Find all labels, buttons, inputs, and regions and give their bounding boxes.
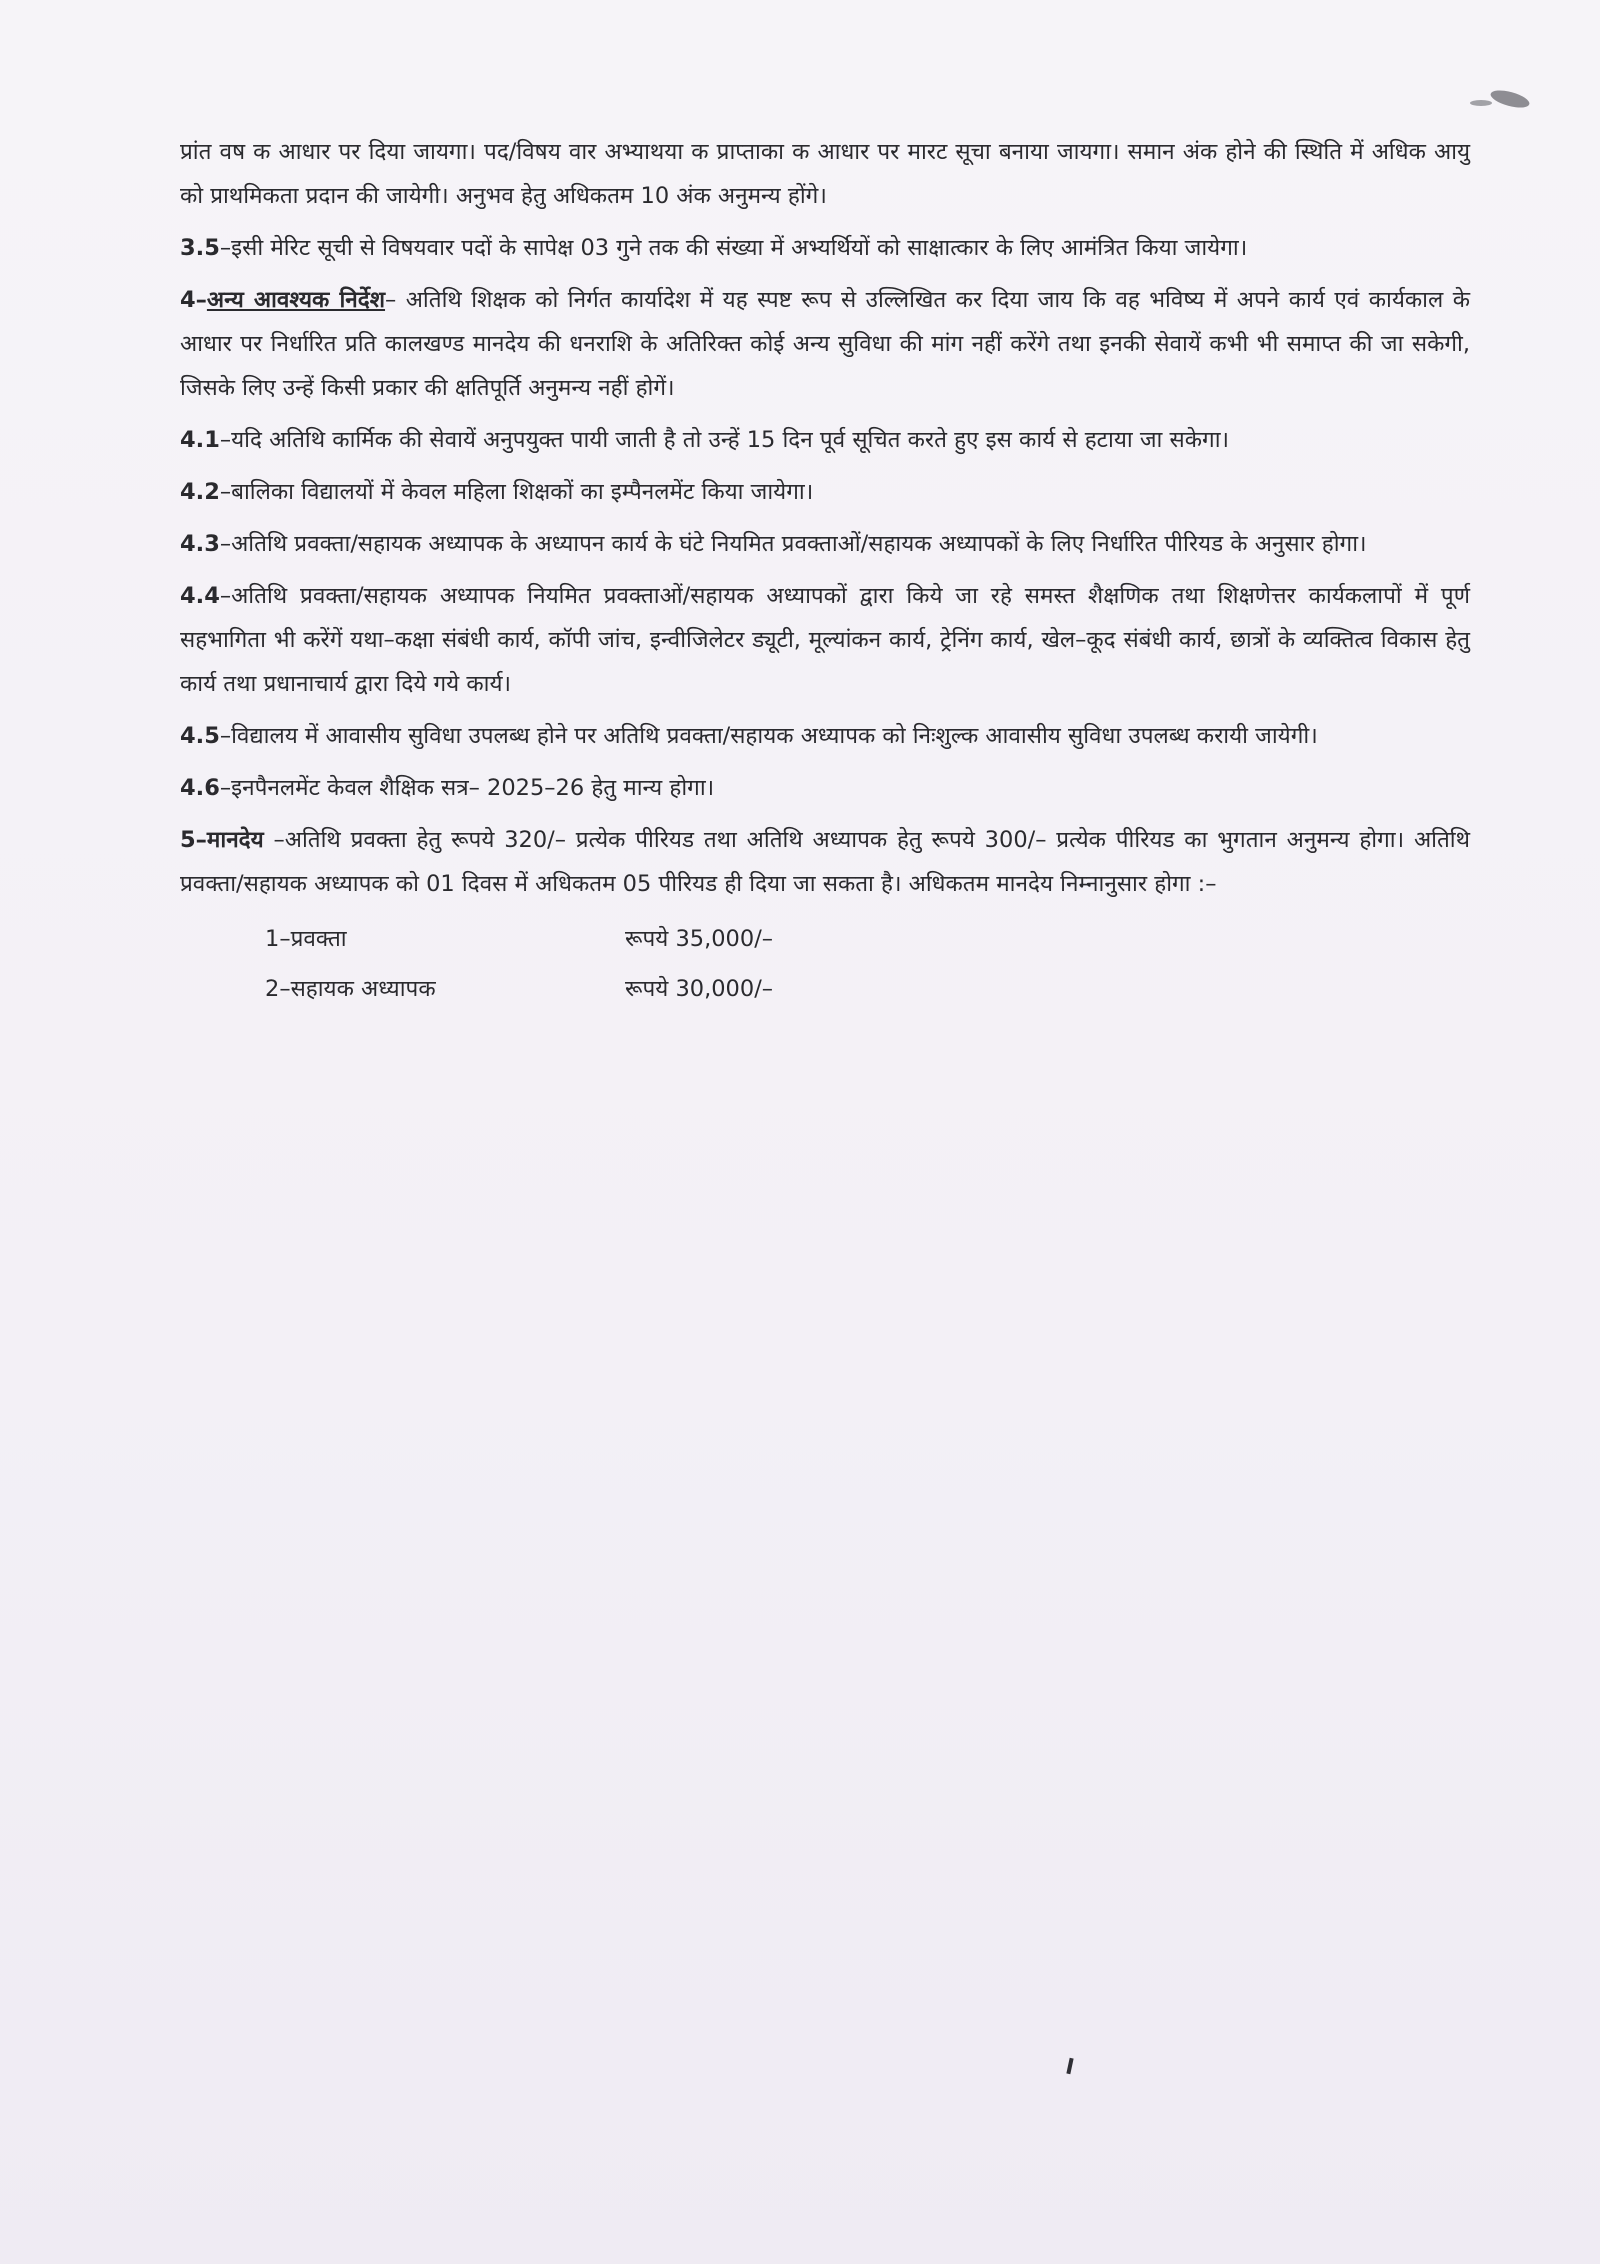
pen-mark [1066, 2058, 1073, 2074]
clause-number: 4.6 [180, 775, 220, 801]
clause-number: 4.5 [180, 723, 220, 749]
clause-text: –विद्यालय में आवासीय सुविधा उपलब्ध होने पर अतिथि प्रवक्ता/सहायक अध्यापक को निःशुल्क आवासीय सुविधा उपलब्ध करायी जायेगी। [219, 723, 1318, 749]
paragraph-text: प्रांत वष क आधार पर दिया जायगा। पद/विषय वार अभ्याथया क प्राप्ताका क आधार पर मारट सूचा बनाया जायगा। समान अंक होने की स्थिति में अधिक आयु को प्राथमिकता प्रदान की जायेगी। अनुभव हेतु अधिकतम 10 अंक अनुमन्य होंगे। [180, 139, 1470, 209]
clause-4-6 [180, 766, 1470, 810]
clause-text: –अतिथि प्रवक्ता/सहायक अध्यापक नियमित प्रवक्ताओं/सहायक अध्यापकों द्वारा किये जा रहे समस्त शैक्षणिक तथा शिक्षणेत्तर कार्यकलापों में पूर्ण सहभागिता भी करेंगें यथा–कक्षा संबंधी कार्य, कॉपी जांच, इन्वीजिलेटर ड्यूटी, मूल्यांकन कार्य, ट्रेनिंग कार्य, खेल–कूद संबंधी कार्य, छात्रों के व्यक्तित्व विकास हेतु कार्य तथा प्रधानाचार्य द्वारा दिये गये कार्य। [180, 583, 1470, 697]
honorarium-row [180, 914, 1470, 964]
honorarium-amount: रूपये 35,000/– [625, 926, 774, 952]
honorarium-amount: रूपये 30,000/– [625, 976, 774, 1002]
clause-3-5 [180, 226, 1470, 270]
clause-number: 4.3 [180, 531, 220, 557]
honorarium-label: 1–प्रवक्ता [265, 926, 347, 952]
clause-text: –बालिका विद्यालयों में केवल महिला शिक्षकों का इम्पैनलमेंट किया जायेगा। [219, 479, 814, 505]
paragraph-continuation [180, 130, 1470, 218]
clause-text: –यदि अतिथि कार्मिक की सेवायें अनुपयुक्त पायी जाती है तो उन्हें 15 दिन पूर्व सूचित करते हुए इस कार्य से हटाया जा सकेगा। [219, 427, 1230, 453]
clause-4 [180, 278, 1470, 410]
clause-text: –अतिथि प्रवक्ता हेतु रूपये 320/– प्रत्येक पीरियड तथा अतिथि अध्यापक हेतु रूपये 300/– प्रत्येक पीरियड का भुगतान अनुमन्य होगा। अतिथि प्रवक्ता/सहायक अध्यापक को 01 दिवस में अधिकतम 05 पीरियड ही दिया जा सकता है। अधिकतम मानदेय निम्नानुसार होगा :– [180, 827, 1470, 897]
clause-text: –इसी मेरिट सूची से विषयवार पदों के सापेक्ष 03 गुने तक की संख्या में अभ्यर्थियों को साक्षात्कार के लिए आमंत्रित किया जायेगा। [219, 235, 1248, 261]
clause-number: 5– [180, 827, 207, 853]
clause-4-5 [180, 714, 1470, 758]
clause-number: 3.5 [180, 235, 220, 261]
clause-heading: अन्य आवश्यक निर्देश [206, 287, 386, 313]
clause-4-1 [180, 418, 1470, 462]
clause-number: 4.2 [180, 479, 220, 505]
clause-4-4 [180, 574, 1470, 706]
clause-text: –अतिथि प्रवक्ता/सहायक अध्यापक के अध्यापन कार्य के घंटे नियमित प्रवक्ताओं/सहायक अध्यापकों के लिए निर्धारित पीरियड के अनुसार होगा। [219, 531, 1367, 557]
clause-4-3 [180, 522, 1470, 566]
clause-text: – अतिथि शिक्षक को निर्गत कार्यादेश में यह स्पष्ट रूप से उल्लिखित कर दिया जाय कि वह भविष्य में अपने कार्य एवं कार्यकाल के आधार पर निर्धारित प्रति कालखण्ड मानदेय की धनराशि के अतिरिक्त कोई अन्य सुविधा की मांग नहीं करेंगे तथा इनकी सेवायें कभी भी समाप्त की जा सकेगी, जिसके लिए उन्हें किसी प्रकार की क्षतिपूर्ति अनुमन्य नहीं होगें। [180, 287, 1470, 401]
clause-number: 4– [180, 287, 207, 313]
clause-4-2 [180, 470, 1470, 514]
clause-5 [180, 818, 1470, 906]
honorarium-label: 2–सहायक अध्यापक [265, 976, 436, 1002]
clause-heading: मानदेय [206, 827, 264, 853]
clause-number: 4.4 [180, 583, 220, 609]
clause-number: 4.1 [180, 427, 220, 453]
honorarium-row [180, 964, 1470, 1014]
document-body [180, 130, 1470, 1014]
clause-text: –इनपैनलमेंट केवल शैक्षिक सत्र– 2025–26 हेतु मान्य होगा। [219, 775, 715, 801]
ink-smudge-mark-small [1470, 100, 1492, 106]
ink-smudge-mark [1489, 87, 1531, 111]
honorarium-list [180, 914, 1470, 1014]
